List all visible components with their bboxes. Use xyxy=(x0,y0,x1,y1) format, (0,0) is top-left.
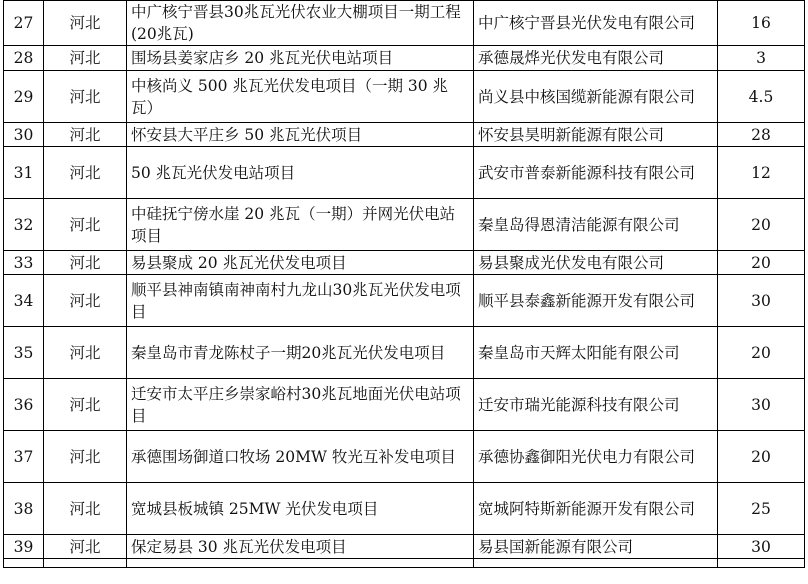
row-number: 29 xyxy=(4,71,44,123)
province-cell: 河北 xyxy=(44,199,127,251)
project-name-cell: 易县聚成 20 兆瓦光伏发电项目 xyxy=(127,251,474,275)
table-row xyxy=(4,431,805,483)
province-cell: 河北 xyxy=(44,147,127,199)
empty-cell xyxy=(4,559,44,568)
table-row xyxy=(4,147,805,199)
row-number: 37 xyxy=(4,431,44,483)
row-number: 35 xyxy=(4,327,44,379)
project-name-cell: 宽城县板城镇 25MW 光伏发电项目 xyxy=(127,483,474,535)
project-name-cell: 中广核宁晋县30兆瓦光伏农业大棚项目一期工程(20兆瓦) xyxy=(127,1,474,46)
row-number: 30 xyxy=(4,123,44,147)
empty-cell xyxy=(718,559,805,568)
capacity-cell: 4.5 xyxy=(718,71,805,123)
row-number: 33 xyxy=(4,251,44,275)
table-row xyxy=(4,46,805,71)
company-cell: 武安市普泰新能源科技有限公司 xyxy=(474,147,718,199)
province-cell: 河北 xyxy=(44,71,127,123)
project-name-cell: 保定易县 30 兆瓦光伏发电项目 xyxy=(127,535,474,559)
company-cell: 尚义县中核国缆新能源有限公司 xyxy=(474,71,718,123)
project-name-cell: 顺平县神南镇南神南村九龙山30兆瓦光伏发电项目 xyxy=(127,275,474,327)
table-row xyxy=(4,327,805,379)
row-number: 36 xyxy=(4,379,44,431)
province-cell: 河北 xyxy=(44,275,127,327)
province-cell: 河北 xyxy=(44,379,127,431)
project-name-cell: 中核尚义 500 兆瓦光伏发电项目（一期 30 兆瓦） xyxy=(127,71,474,123)
company-cell: 易县国新能源有限公司 xyxy=(474,535,718,559)
project-name-cell: 50 兆瓦光伏发电站项目 xyxy=(127,147,474,199)
capacity-cell: 30 xyxy=(718,535,805,559)
company-cell: 迁安市瑞光能源科技有限公司 xyxy=(474,379,718,431)
company-cell: 承德协鑫御阳光伏电力有限公司 xyxy=(474,431,718,483)
empty-cell xyxy=(44,559,127,568)
row-number: 34 xyxy=(4,275,44,327)
capacity-cell: 12 xyxy=(718,147,805,199)
capacity-cell: 30 xyxy=(718,275,805,327)
table-row xyxy=(4,199,805,251)
company-cell: 宽城阿特斯新能源开发有限公司 xyxy=(474,483,718,535)
province-cell: 河北 xyxy=(44,46,127,71)
project-name-cell: 围场县姜家店乡 20 兆瓦光伏电站项目 xyxy=(127,46,474,71)
table-row xyxy=(4,251,805,275)
capacity-cell: 20 xyxy=(718,431,805,483)
row-number: 39 xyxy=(4,535,44,559)
company-cell: 秦皇岛得恩清洁能源有限公司 xyxy=(474,199,718,251)
project-table-wrap xyxy=(3,0,804,568)
table-row xyxy=(4,123,805,147)
row-number: 31 xyxy=(4,147,44,199)
row-number: 32 xyxy=(4,199,44,251)
project-name-cell: 承德围场御道口牧场 20MW 牧光互补发电项目 xyxy=(127,431,474,483)
capacity-cell: 3 xyxy=(718,46,805,71)
company-cell: 易县聚成光伏发电有限公司 xyxy=(474,251,718,275)
province-cell: 河北 xyxy=(44,251,127,275)
company-cell: 中广核宁晋县光伏发电有限公司 xyxy=(474,1,718,46)
company-cell: 承德晟烨光伏发电有限公司 xyxy=(474,46,718,71)
province-cell: 河北 xyxy=(44,123,127,147)
empty-cell xyxy=(474,559,718,568)
capacity-cell: 20 xyxy=(718,199,805,251)
row-number: 27 xyxy=(4,1,44,46)
capacity-cell: 28 xyxy=(718,123,805,147)
company-cell: 怀安县昊明新能源有限公司 xyxy=(474,123,718,147)
project-name-cell: 中硅抚宁傍水崖 20 兆瓦（一期）并网光伏电站项目 xyxy=(127,199,474,251)
table-row xyxy=(4,535,805,559)
capacity-cell: 25 xyxy=(718,483,805,535)
table-row xyxy=(4,1,805,46)
province-cell: 河北 xyxy=(44,327,127,379)
table-row xyxy=(4,379,805,431)
table-row-partial xyxy=(4,559,805,568)
province-cell: 河北 xyxy=(44,483,127,535)
capacity-cell: 20 xyxy=(718,327,805,379)
table-row xyxy=(4,275,805,327)
row-number: 38 xyxy=(4,483,44,535)
capacity-cell: 20 xyxy=(718,251,805,275)
project-name-cell: 秦皇岛市青龙陈杖子一期20兆瓦光伏发电项目 xyxy=(127,327,474,379)
project-name-cell: 迁安市太平庄乡崇家峪村30兆瓦地面光伏电站项目 xyxy=(127,379,474,431)
row-number: 28 xyxy=(4,46,44,71)
capacity-cell: 16 xyxy=(718,1,805,46)
empty-cell xyxy=(127,559,474,568)
province-cell: 河北 xyxy=(44,431,127,483)
table-row xyxy=(4,71,805,123)
province-cell: 河北 xyxy=(44,535,127,559)
table-row xyxy=(4,483,805,535)
province-cell: 河北 xyxy=(44,1,127,46)
company-cell: 顺平县泰鑫新能源开发有限公司 xyxy=(474,275,718,327)
capacity-cell: 30 xyxy=(718,379,805,431)
project-table xyxy=(3,0,805,568)
project-name-cell: 怀安县大平庄乡 50 兆瓦光伏项目 xyxy=(127,123,474,147)
company-cell: 秦皇岛市天辉太阳能有限公司 xyxy=(474,327,718,379)
